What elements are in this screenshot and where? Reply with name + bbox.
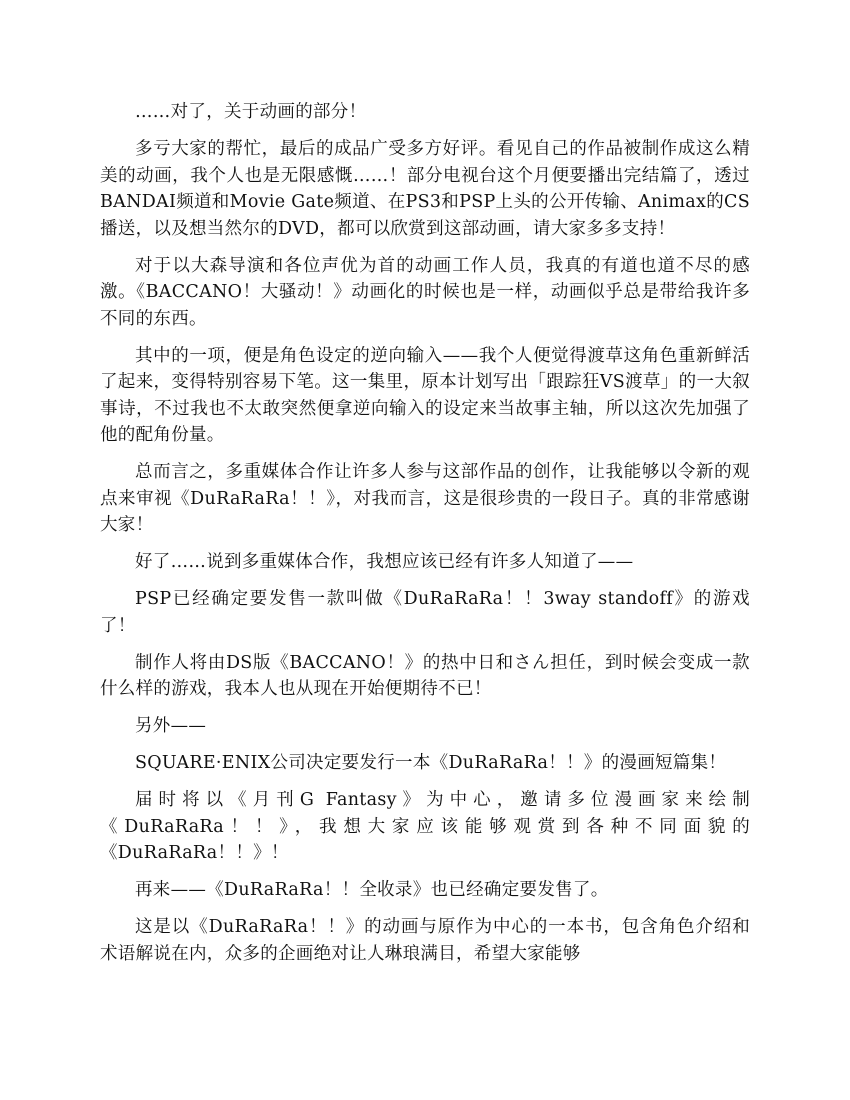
paragraph-media-mix-lead: 好了……说到多重媒体合作，我想应该已经有许多人知道了—— [135, 552, 634, 572]
paragraph-game-producer: 制作人将由DS版《BACCANO！》的热中日和さん担任，到时候会变成一款什么样的游戏，我本人也从现在开始便期待不已！ [100, 652, 750, 699]
paragraph-anime-intro: ……对了，关于动画的部分！ [135, 102, 367, 122]
paragraph-media-mix: 总而言之，多重媒体合作让许多人参与这部作品的创作，让我能够以令新的观点来审视《DuRaRaRa！！》，对我而言，这是很珍贵的一段日子。真的非常感谢大家！ [100, 462, 750, 535]
paragraph-reverse-input: 其中的一项，便是角色设定的逆向输入——我个人便觉得渡草这角色重新鲜活了起来，变得特别容易下笔。这一集里，原本计划写出「跟踪狂VS渡草」的一大叙事诗，不过我也不太敢突然便拿逆向输入的设定来当故事主轴，所以这次先加强了他的配角份量。 [100, 345, 750, 445]
paragraph-guide-description: 这是以《DuRaRaRa！！》的动画与原作为中心的一本书，包含角色介绍和术语解说在内，众多的企画绝对让人琳琅满目，希望大家能够 [100, 917, 750, 964]
document-page [100, 99, 750, 967]
paragraph-gfantasy: 届时将以《月刊G Fantasy》为中心，邀请多位漫画家来绘制《DuRaRaRa！！》，我想大家应该能够观赏到各种不同面貌的《DuRaRaRa！！》！ [100, 790, 750, 863]
paragraph-psp-game: PSP已经确定要发售一款叫做《DuRaRaRa！！3way standoff》的游戏了！ [100, 589, 750, 636]
paragraph-staff-thanks: 对于以大森导演和各位声优为首的动画工作人员，我真的有道也道不尽的感激。《BACCANO！大骚动！》动画化的时候也是一样，动画似乎总是带给我许多不同的东西。 [100, 255, 750, 329]
paragraph-manga-anthology: SQUARE·ENIX公司决定要发行一本《DuRaRaRa！！》的漫画短篇集！ [135, 753, 727, 773]
paragraph-complete-guide: 再来——《DuRaRaRa！！全收录》也已经确定要发售了。 [135, 880, 609, 900]
paragraph-anime-broadcast: 多亏大家的帮忙，最后的成品广受多方好评。看见自己的作品被制作成这么精美的动画，我个人也是无限感慨……！部分电视台这个月便要播出完结篇了，透过BANDAI频道和Movie Gate频道、在PS3和PSP上头的公开传输、Animax的CS播送，以及想当然尔的DVD，都可以欣赏到这部动画，请大家多多支持！ [100, 139, 750, 239]
paragraph-also: 另外—— [135, 716, 207, 736]
